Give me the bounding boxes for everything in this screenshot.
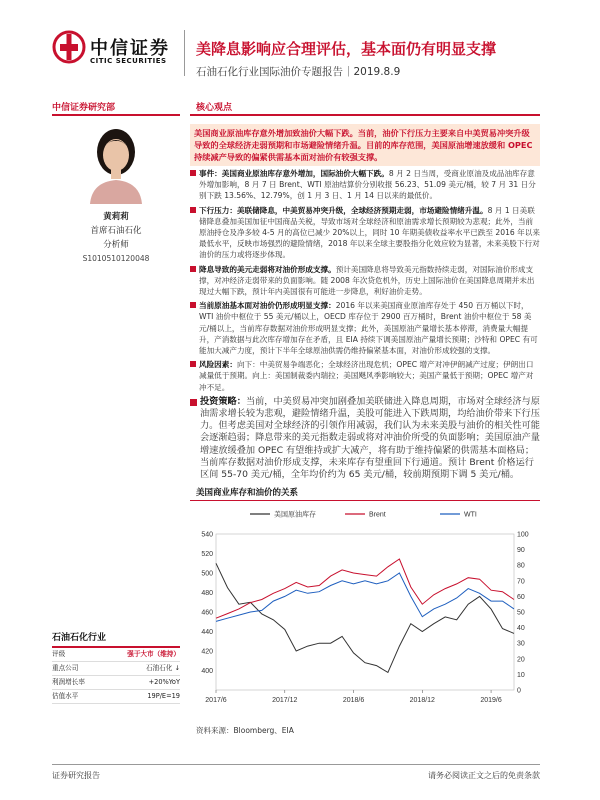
key-point-heading: 降息导致的美元走弱将对油价形成支撑。 <box>199 264 336 274</box>
y-right-tick-label: 0 <box>517 687 521 695</box>
legend-label: Brent <box>369 511 386 519</box>
industry-title: 石油石化行业 <box>52 630 180 648</box>
y-right-tick-label: 100 <box>517 531 529 539</box>
y-right-tick-label: 40 <box>517 625 525 633</box>
key-point-text: 8 月 1 日美联储降息叠加美国加征中国商品关税，导致市场对全球经济和原油需求增长预期较为悲观；此外，当前原油持仓及净多较 4-5 月的高位已减少 20%以上，同时 10 年期美债收益率水平已跌至 2016 年以来最低水平，反映市场强烈的避险情绪，2018 年以来全球主要股指分化效应较为显著，未来美股下行对油价的压力或将逐步体现。 <box>199 205 540 260</box>
industry-row-value: 石油石化 ↓ <box>146 664 180 672</box>
bullet-square-icon <box>190 361 196 367</box>
report-subtitle: 石油石化行业国际油价专题报告｜2019.8.9 <box>196 66 401 78</box>
y-left-tick-label: 400 <box>201 668 213 675</box>
key-point <box>190 264 540 298</box>
y-right-tick-label: 50 <box>517 609 525 617</box>
industry-row-value: 19P/E=19 <box>147 692 180 700</box>
key-point-text: 向下：中美贸易争端恶化；全球经济出现危机；OPEC 增产对冲伊朗减产过度；伊朗出口减量低于预期。向上：美国制裁委内瑞拉；美国飓风季影响较大；美国产量低于预期；OPEC 增产对冲不足。 <box>199 360 534 392</box>
key-point-heading: 当前原油基本面对油价仍形成明显支撑： <box>199 301 336 311</box>
industry-row-label: 估值水平 <box>52 692 79 700</box>
y-left-tick-label: 440 <box>201 629 213 636</box>
key-point <box>190 300 540 356</box>
x-tick-label: 2018/12 <box>409 697 435 704</box>
bullet-square-icon <box>190 302 196 308</box>
legend-label: WTI <box>464 511 477 519</box>
footer-rule <box>52 764 540 765</box>
y-left-tick-label: 480 <box>201 590 213 597</box>
chart-source: 资料来源：Bloomberg、EIA <box>196 726 294 735</box>
key-points <box>190 168 540 484</box>
industry-row <box>52 676 180 690</box>
inventory-price-chart <box>190 504 540 714</box>
key-point <box>190 396 540 481</box>
y-left-tick-label: 460 <box>201 609 213 617</box>
x-tick-label: 2018/6 <box>342 697 365 704</box>
y-left-tick-label: 500 <box>201 570 213 578</box>
industry-row <box>52 690 180 704</box>
left-section-rule <box>52 114 180 116</box>
key-point-heading: 投资策略： <box>200 395 246 407</box>
chart-title: 美国商业库存和油价的关系 <box>196 488 299 498</box>
industry-row-label: 利润增长率 <box>52 678 85 686</box>
industry-row-value: +20%YoY <box>148 678 180 686</box>
analyst-photo <box>82 122 150 204</box>
logo-text-en: CITIC SECURITIES <box>90 57 167 65</box>
key-point <box>190 205 540 261</box>
header-divider <box>184 30 185 76</box>
industry-box <box>52 630 180 704</box>
analyst-title-1: 首席石油石化 <box>90 226 142 236</box>
y-right-tick-label: 70 <box>517 578 525 586</box>
analyst-name: 黄莉莉 <box>103 212 129 222</box>
footer-disclaimer: 请务必阅读正文之后的免责条款 <box>428 771 540 780</box>
key-point-text: 8 月 2 日当周，受商业原油及成品油库存意外增加影响，8 月 7 日 Brent、WTI 原油结算价分别收报 56.23、51.09 美元/桶，较 7 月 31 日分别下跌 13.56%、12.79%，创 1 月 3 日、1 月 14 日以来的最低价。 <box>199 169 536 201</box>
bullet-square-icon <box>190 266 196 272</box>
plot-area <box>216 534 514 690</box>
chart-rule <box>190 500 540 501</box>
industry-row-label: 重点公司 <box>52 664 79 672</box>
core-view-heading: 核心观点 <box>196 103 233 113</box>
series-line-3 <box>216 573 514 621</box>
key-point-text: 预计美国降息将导致美元指数持续走弱，对国际油价形成支撑，对冲经济走弱带来的负面影响。随 2008 年次贷危机外，历史上国际油价在美国降息周期并未出现过大幅下跌，预计年内美国很有可能进一步降息，利好油价走势。 <box>199 264 535 297</box>
y-right-tick-label: 20 <box>517 656 525 664</box>
citic-logo <box>52 30 182 72</box>
key-point <box>190 168 540 202</box>
citic-logo-icon <box>52 30 86 64</box>
industry-row <box>52 648 180 662</box>
footer-left-text: 证券研究报告 <box>52 771 100 780</box>
industry-row-label: 评级 <box>52 650 66 658</box>
series-line-1 <box>216 563 514 672</box>
bullet-square-icon <box>190 207 196 213</box>
legend-label: 美国原油库存 <box>274 511 316 519</box>
y-right-tick-label: 80 <box>517 562 525 570</box>
x-tick-label: 2017/12 <box>272 697 298 704</box>
research-dept-heading: 中信证券研究部 <box>52 103 116 113</box>
analyst-license: S1010510120048 <box>82 254 150 263</box>
key-point-text: 当前，中美贸易冲突加剧叠加美联储进入降息周期，市场对全球经济与原油需求增长较为悲观，避险情绪升温，美股可能进入下跌周期，均给油价带来下行压力。但考虑美国对全球经济的引领作用减弱，我们认为未来美股与油价的相关性可能会逐渐趋弱；降息带来的美元指数走弱或将对冲油价所受的负面影响；美国原油产量增速放缓叠加 OPEC 有望维持或扩大减产，将有助于维持偏紧的供需基本面格局；当前库存数据对油价形成支撑，未来库存有望重回下行通道。预计 Brent 价格运行区间 55-70 美元/桶，全年均价约为 65 美元/桶，较前期预期下调 5 美元/桶。 <box>200 395 540 481</box>
core-highlight: 美国商业原油库存意外增加致油价大幅下跌。当前，油价下行压力主要来自中美贸易冲突升级导致的全球经济走弱预期和市场避险情绪升温。目前的库存范围，美国原油增速放缓和 OPEC 持续减产导致的偏紧供需基本面对油价有较强支撑。 <box>190 124 540 166</box>
report-header <box>0 0 600 92</box>
analyst-card <box>52 122 180 266</box>
y-left-tick-label: 520 <box>201 551 213 558</box>
y-right-tick-label: 30 <box>517 640 525 648</box>
y-left-tick-label: 540 <box>201 531 213 539</box>
analyst-title-2: 分析师 <box>103 240 129 250</box>
y-right-tick-label: 90 <box>517 547 525 555</box>
report-title: 美降息影响应合理评估，基本面仍有明显支撑 <box>196 40 497 58</box>
right-section-rule <box>190 114 540 116</box>
x-tick-label: 2019/6 <box>480 697 502 704</box>
x-tick-label: 2017/6 <box>205 697 227 704</box>
y-right-tick-label: 60 <box>517 593 525 601</box>
bullet-square-icon <box>190 399 197 406</box>
y-right-tick-label: 10 <box>517 671 525 679</box>
logo-text-cn: 中信证券 <box>90 38 170 59</box>
key-point-heading: 风险因素： <box>199 360 237 370</box>
key-point-heading: 事件：美国商业原油库存意外增加，国际油价大幅下跌。 <box>199 169 389 178</box>
bullet-square-icon <box>190 170 196 176</box>
industry-row <box>52 662 180 676</box>
y-left-tick-label: 420 <box>201 648 213 656</box>
key-point-heading: 下行压力：美联储降息，中美贸易冲突升级，全球经济预期走弱，市场避险情绪升温。 <box>199 205 488 215</box>
key-point <box>190 359 540 393</box>
key-point-text: 2016 年以来美国商业原油库存处于 450 百万桶以下时，WTI 油价中枢位于 55 美元/桶以上，OECD 库存位于 2900 百万桶时，Brent 油价中枢位于 58 美元/桶以上，当前库存数据对油价形成明显支撑；此外，美国原油产量增长基本停滞，消费量大幅提升，产消数据与此次库存增加存在矛盾，且 EIA 持续下调美国原油产量增长预期；沙特和 OPEC 有可能加大减产力度，预计下半年全球原油供需仍维持偏紧基本面，对油价形成较强的支撑。 <box>199 301 538 356</box>
industry-row-value: 强于大市（维持） <box>127 650 180 658</box>
